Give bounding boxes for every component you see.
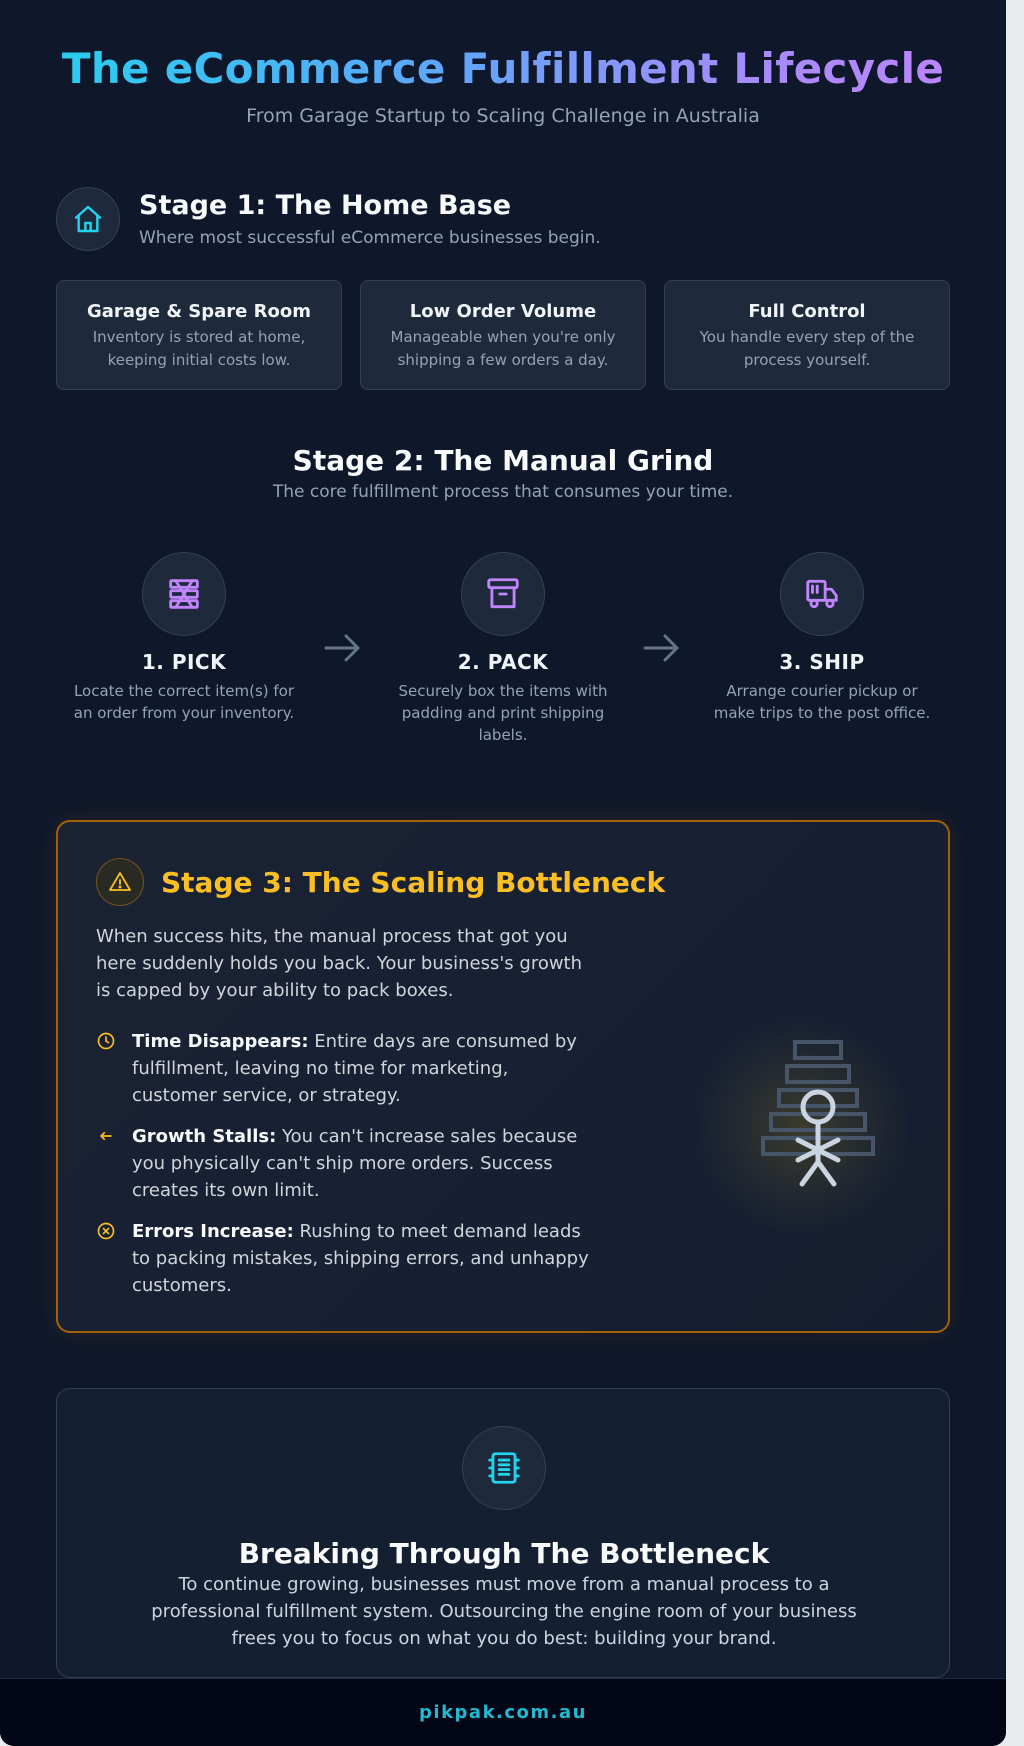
card-description: You handle every step of the process yourself.: [699, 328, 915, 369]
list-document-icon: [462, 1426, 546, 1510]
bullet-growth-stalls: [96, 1123, 596, 1204]
step-description: Securely box the items with padding and print shipping labels.: [398, 682, 608, 744]
step-title: 3. SHIP: [779, 650, 865, 674]
stage1-description: Where most successful eCommerce businesses begin.: [139, 228, 601, 248]
stage3-panel: [56, 820, 950, 1333]
warning-icon: [96, 858, 144, 906]
x-circle-icon: [96, 1221, 116, 1241]
stage1-title: Stage 1: The Home Base: [139, 190, 512, 221]
breakthrough-title: Breaking Through The Bottleneck: [238, 1537, 770, 1570]
step-ship: [707, 552, 937, 724]
stage3-title: Stage 3: The Scaling Bottleneck: [161, 866, 666, 899]
card-low-order-volume: [360, 280, 646, 390]
breakthrough-description: To continue growing, businesses must move from a manual process to a professional fulfillment system. Outsourcing the engine room of your business frees you to focus on what you do best: building your brand.: [151, 1574, 857, 1649]
shelves-icon: [142, 552, 226, 636]
stage2-title: Stage 2: The Manual Grind: [292, 444, 714, 477]
truck-icon: [780, 552, 864, 636]
bullet-text: Rushing to meet demand leads to packing mistakes, shipping errors, and unhappy customers.: [132, 1221, 589, 1296]
bullet-title: Growth Stalls:: [132, 1126, 277, 1147]
bullet-text: Entire days are consumed by fulfillment, leaving no time for marketing, customer service, or strategy.: [132, 1031, 577, 1106]
step-title: 1. PICK: [141, 650, 227, 674]
card-description: Inventory is stored at home, keeping initial costs low.: [92, 328, 306, 369]
arrow-left-icon: [96, 1126, 116, 1146]
step-description: Locate the correct item(s) for an order from your inventory.: [73, 682, 295, 722]
breakthrough-panel: [56, 1388, 950, 1678]
card-description: Manageable when you're only shipping a few orders a day.: [390, 328, 616, 369]
footer-site-link[interactable]: pikpak.com.au: [419, 1702, 587, 1723]
bullet-time-disappears: [96, 1028, 596, 1109]
home-icon: [56, 187, 120, 251]
card-title: Garage & Spare Room: [87, 301, 311, 322]
stage3-intro: When success hits, the manual process that got you here suddenly holds you back. Your business's growth is capped by your ability to pack boxes.: [96, 926, 583, 1001]
step-pick: [69, 552, 299, 724]
step-description: Arrange courier pickup or make trips to the post office.: [713, 682, 931, 722]
card-title: Low Order Volume: [409, 301, 597, 322]
stage2-description: The core fulfillment process that consumes your time.: [272, 482, 734, 502]
person-overwhelmed-by-boxes-icon: [678, 1002, 938, 1262]
bullet-errors-increase: [96, 1218, 596, 1299]
footer: [0, 1678, 1006, 1746]
arrow-right-icon: [322, 630, 364, 666]
bullet-title: Time Disappears:: [132, 1031, 309, 1052]
step-pack: [388, 552, 618, 746]
step-title: 2. PACK: [457, 650, 549, 674]
box-icon: [461, 552, 545, 636]
page-title: The eCommerce Fulfillment Lifecycle: [0, 44, 1006, 93]
page-subtitle: From Garage Startup to Scaling Challenge in Australia: [246, 105, 760, 127]
card-full-control: [664, 280, 950, 390]
arrow-right-icon: [641, 630, 683, 666]
clock-icon: [96, 1031, 116, 1051]
bullet-title: Errors Increase:: [132, 1221, 294, 1242]
card-title: Full Control: [748, 301, 866, 322]
bullet-text: You can't increase sales because you physically can't ship more orders. Success creates its own limit.: [132, 1126, 578, 1201]
card-garage: [56, 280, 342, 390]
